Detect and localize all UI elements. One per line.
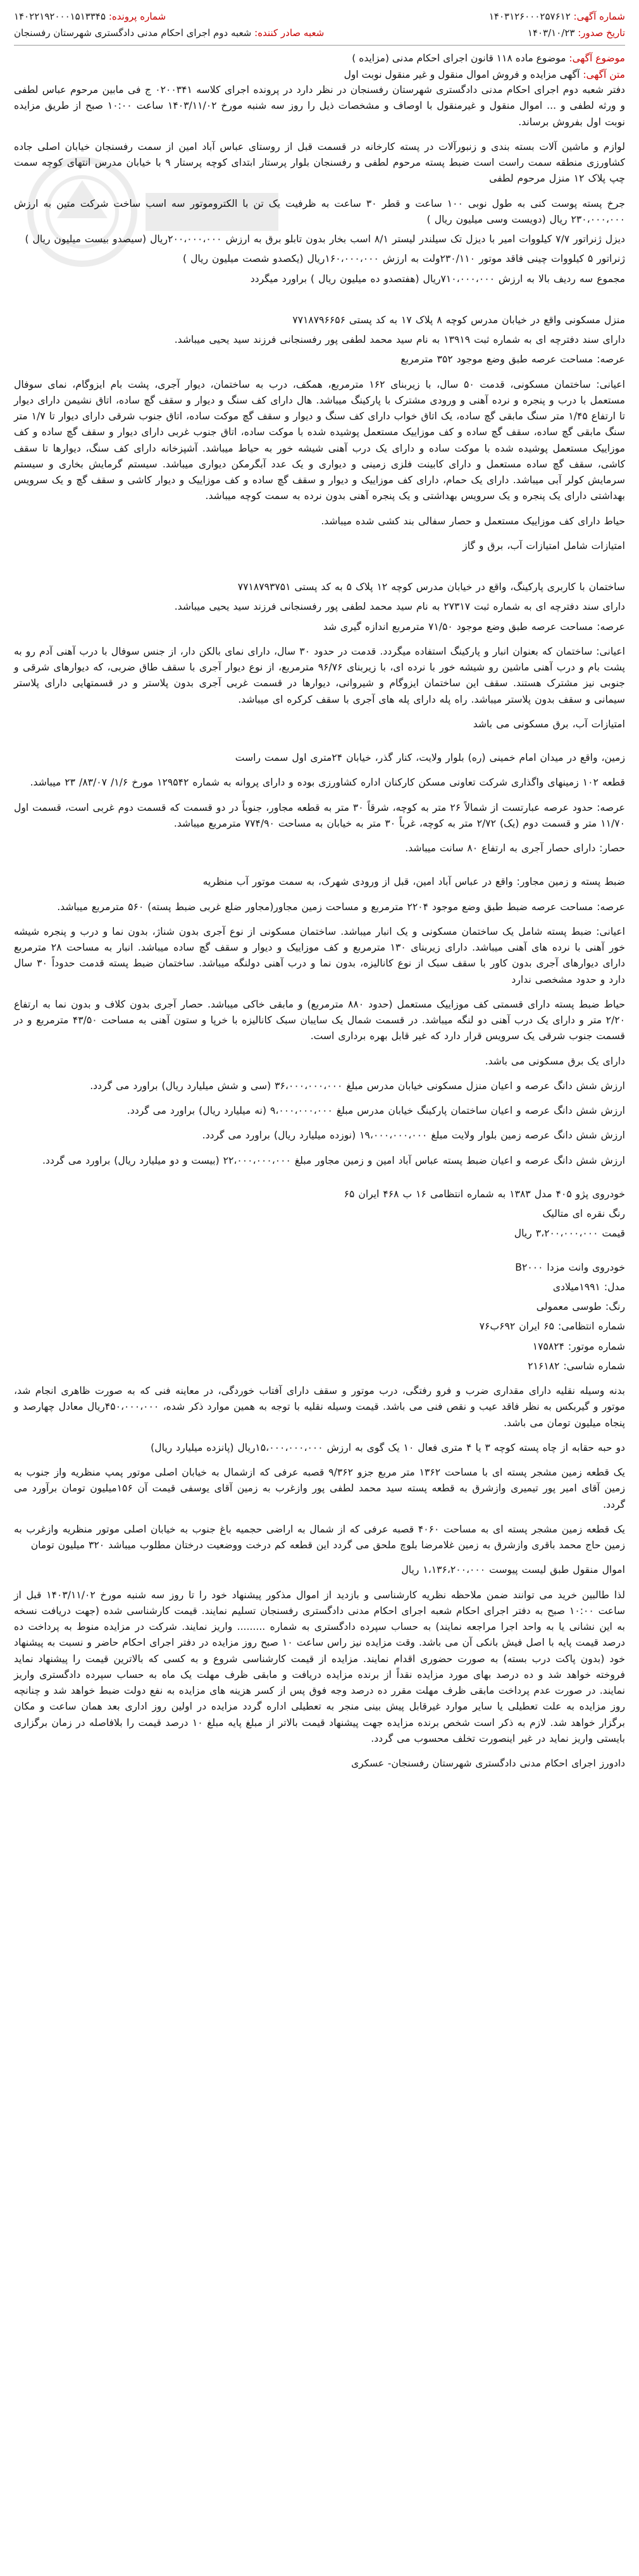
- issue-date: تاریخ صدور: ۱۴۰۳/۱۰/۲۳: [527, 27, 625, 39]
- car-peugeot-price: قیمت ۳،۲۰۰،۰۰۰،۰۰۰ ریال: [514, 1228, 625, 1240]
- land-boundaries: عرصه: حدود عرصه عبارتست از شمالاً ۲۶ متر به کوچه، شرقاً ۳۰ متر به قطعه مجاور، جنوباً در دو قسمت که قسمت دوم غربی است، قسمت اول ۱۱/۷۰ متر و قسمت دوم (یک) ۲/۷۲ متر به کوچه، غرباً ۳۰ متر به خیابان به مساحت ۷۷۴/۹۰ مترمربع میباشد.: [14, 801, 625, 829]
- orchard-buildings: اعیانی: ضبط پسته شامل یک ساختمان مسکونی و یک انبار میباشد. ساختمان مسکونی از نوع آجری بدون شناژ، بدون نما و درب و پنجره شیشه خور آهنی با نرده های آهنی میباشد. دارای زیربنای ۱۳۰ مترمربع و کف موزاییک و دیوار و سقف گچ ساده میباشد. انبار به مساحت ۲۸ مترمربع دارای دیوارهای آجری بدون کاور با سقف سبک از نوع کانالیزه، بدون نما و درب آهنی دولنگه میباشد. ساختمان ضبط پسته قدمت حدوداً ۳۰ سال دارد و حدود مشخصی ندارد: [14, 925, 626, 985]
- land-permit: قطعه ۱۰۲ زمینهای واگذاری شرکت تعاونی مسکن کارکنان اداره کشاورزی بوده و دارای پروانه به شماره ۱۲۹۵۴۲ مورخ ۱/۶/ ۸۳/۰۷/ ۲۳ میباشد.: [30, 777, 625, 789]
- movables-total: اموال منقول طبق لیست پیوست ۱،۱۳۶،۲۰۰،۰۰۰ ریال: [401, 1564, 625, 1576]
- orchard-title: ضبط پسته و زمین مجاور: واقع در عباس آباد امین، قبل از ورودی شهرک، به سمت موتور آب منظریه: [202, 876, 625, 888]
- car-mazda-title: خودروی وانت مزدا B۲۰۰۰: [515, 1261, 625, 1273]
- car-mazda-model: مدل: ۱۹۹۱میلادی: [552, 1281, 625, 1293]
- issuing-branch: شعبه صادر کننده: شعبه دوم اجرای احکام مدنی دادگستری شهرستان رفسنجان: [14, 27, 325, 39]
- parking-description: اعیانی: ساختمان که بعنوان انبار و پارکینگ استفاده میگردد. قدمت در حدود ۳۰ سال، دارای نمای بالکن دار، از جنس سوفال با درب آهنی آدم رو به پشت بام و درب آهنی ماشین رو شیشه خور با نرده ای، با زیربنای ۹۶/۷۶ مترمربع، از نوع دیوار آجری با سقف طاق ضربی، که دیوارهای شرقی و جنوبی نیز مشترک هستند. سقف این ساختمان ایزوگام و شیروانی، دیوارها در قسمت غربی آجری بدون پلاستر و در قسمتهایی دارای پلاستر سیمانی و سقف بدون پلاستر میباشد. راه پله دارای پله های آجری با سقف کرکره ای میباشد.: [14, 645, 625, 705]
- valuation-orchard: ارزش شش دانگ عرصه و اعیان ضبط پسته عباس آباد امین و زمین مجاور مبلغ ۲۲،۰۰۰،۰۰۰،۰۰۰ (بیست و دو میلیارد ریال) براورد می گردد.: [42, 1154, 625, 1166]
- house-deed: دارای سند دفترچه ای به شماره ثبت ۱۳۹۱۹ به نام سید محمد لطفی پور رفسنجانی فرزند سید یحیی میباشد.: [174, 334, 625, 345]
- equipment-total: مجموع سه ردیف بالا به ارزش ۷۱۰،۰۰۰،۰۰۰ریال (هفتصدو ده میلیون ریال ) براورد میگردد: [250, 273, 625, 285]
- orchard-utilities: دارای یک برق مسکونی می باشد.: [485, 1055, 625, 1067]
- house-title: منزل مسکونی واقع در خیابان مدرس کوچه ۸ پلاک ۱۷ به کد پستی ۷۷۱۸۷۹۶۶۵۶: [292, 314, 625, 326]
- pistachio-land-2: یک قطعه زمین مشجر پسته ای به مساحت ۴۰۶۰ قصبه عرفی که از شمال به اراضی حجمیه باغ جنوب به خیابان اصلی موتور منظریه وازغرب به زمین حاج محمد باقری وازشرق به زمین غلامرضا بلوچ ملحق می گردد این قطعه کم درخت ووضعیت درختان مطلوب میباشد ۳۲۰ میلیون تومان: [14, 1523, 626, 1551]
- house-yard: حیاط دارای کف موزاییک مستعمل و حصار سفالی بند کشی شده میباشد.: [321, 515, 625, 527]
- pistachio-land-1: یک قطعه زمین مشجر پسته ای با مساحت ۱۳۶۲ متر مربع جزو ۹/۳۶۲ قصبه عرفی که ازشمال به خیابان اصلی موتور پمپ منظریه واز جنوب به زمین آقای امیر پور تیمیری وازشرق به قطعه پسته سید محمد لطفی پور وازغرب به زمین آقای یوسفی قیمت آن ۱۵۶میلیون تومان برآورد می گردد.: [14, 1467, 625, 1510]
- parking-deed: دارای سند دفترچه ای به شماره ثبت ۲۷۳۱۷ به نام سید محمد لطفی پور رفسنجانی فرزند سید یحیی میباشد.: [174, 601, 625, 613]
- notice-subject: موضوع آگهی: موضوع ماده ۱۱۸ قانون اجرای احکام مدنی (مزایده ): [352, 52, 625, 64]
- orchard-area: عرصه: مساحت عرصه ضبط طبق وضع موجود ۲۲۰۴ مترمربع و مساحت زمین مجاور(مجاور ضلع غربی ضبط پسته) ۵۶۰ مترمربع میباشد.: [57, 901, 625, 913]
- house-description: اعیانی: ساختمان مسکونی، قدمت ۵۰ سال، با زیربنای ۱۶۲ مترمربع، همکف، درب به ساختمان، دیوار آجری، پشت بام ایزوگام، نمای سوفال مستعمل با درب و پنجره و نرده آهنی و ورودی مشترک با پارکینگ میباشد. هال دارای کف سنگ و دیوار و سقف گچ ساده، اتاق نشیمن دارای دیوار تا ارتفاع ۱/۴۵ متر سنگ مابقی گچ ساده، یک اتاق خواب دارای کف سنگ و دیوار و سقف گچ موکت ساده، اتاق جنوب شرقی دارای دیوار تا ۱/۷ متر سنگ مابقی گچ ساده، سقف گچ ساده و کف موزاییک مستعمل پوشیده شده با موکت ساده، اتاق جنوب غربی دارای دیوار و سقف گچ ساده و کف موزاییک مستعمل پوشیده شده با موکت ساده و دارای یک درب آهنی شیشه خور به حیاط میباشد. آشپزخانه دارای کف سنگ، دیوارها تا سقف کاشی، سقف گچ ساده مستعمل و دارای کابینت فلزی زمینی و دیواری و یک عدد آبگرمکن دیواری میباشد. سیستم گرمایش بخاری و سیستم سرمایش کولر آبی میباشد. دارای یک حمام، دارای کف موزاییک و دیوار و سقف گچ ساده و کف موزاییک و دیوار کاشی و سقف گچ و یک سرویس بهداشتی دارای یک پنجره و یک سرویس بهداشتی و یک پنجره آهنی بدون نرده به سمت کوچه میباشد.: [14, 378, 625, 502]
- equipment-location: لوازم و ماشین آلات بسته بندی و زنبورآلات در پسته کارخانه در قسمت قبل از روستای عباس آباد امین از سمت رفسنجان خیابان اصلی جاده کشاورزی منطقه سمت راست است ضبط پسته مرحوم لطفی و رفسنجان بلوار پرستار ابتدای کوچه پرستار ۹ با خیابان مدرس انتهای کوچه سمت چپ پلاک ۱۲ منزل مرحوم لطفی: [14, 140, 625, 185]
- parking-title: ساختمان با کاربری پارکینگ، واقع در خیابان مدرس کوچه ۱۲ پلاک ۵ به کد پستی ۷۷۱۸۷۹۳۷۵۱: [237, 581, 625, 593]
- car-mazda-plate: شماره انتظامی: ۶۵ ایران ۶۹۲ب۷۶: [479, 1321, 625, 1333]
- valuation-parking: ارزش شش دانگ عرصه و اعیان ساختمان پارکینگ خیابان مدرس مبلغ ۹،۰۰۰،۰۰۰،۰۰۰ (نه میلیارد ریال) براورد می گردد.: [127, 1105, 625, 1116]
- equipment-item: جرخ پسته پوست کنی به طول نوبی ۱۰۰ ساعت و قطر ۳۰ ساعت به ظرفیت یک تن با الکتروموتور سه اسب ساخت شرکت متین به ارزش ۲۳۰،۰۰۰،۰۰۰ ریال (دویست وسی میلیون ریال ): [14, 197, 625, 225]
- header-divider: [14, 45, 625, 46]
- notice-body: [14, 82, 625, 1772]
- intro-paragraph: دفتر شعبه دوم اجرای احکام مدنی دادگستری شهرستان رفسنجان در نظر دارد در پرونده اجرای کلاسه ۰۲۰۰۳۴۱ ج فی مابین مرحوم عباس لطفی و ورثه لطفی و ... اموال منقول و غیرمنقول با اوصاف و مشخصات ذیل را روز سه شنبه مورخ ۱۴۰۳/۱۱/۰۲ ساعت ۱۰:۰۰ صبح از طریق مزایده نوبت اول بفروش برساند.: [14, 84, 625, 128]
- valuation-house: ارزش شش دانگ عرصه و اعیان منزل مسکونی خیابان مدرس مبلغ ۳۶،۰۰۰،۰۰۰،۰۰۰ (سی و شش میلیارد ریال) براورد می گردد.: [90, 1080, 625, 1092]
- land-fence: حصار: دارای حصار آجری به ارتفاع ۸۰ سانت میباشد.: [405, 842, 625, 854]
- car-mazda-description: بدنه وسیله نقلیه دارای مقداری ضرب و فرو رفتگی، درب موتور و سقف دارای آفتاب خوردگی، در معاینه فنی که به صورت ظاهری انجام شد، موتور و گیربکس به نظر فاقد عیب و نقص فنی می باشد. قیمت وسیله نقلیه با توجه به همین موارد ذکر شده، ۴۵۰،۰۰۰،۰۰۰ریال معادل چهارصد و پنجاه میلیون تومان می باشد.: [14, 1385, 625, 1429]
- case-number: شماره پرونده: ۱۴۰۲۲۱۹۲۰۰۰۱۵۱۳۳۴۵: [14, 11, 166, 22]
- house-area: عرصه: مساحت عرصه طبق وضع موجود ۳۵۲ مترمربع: [400, 354, 625, 366]
- orchard-yard: حیاط ضبط پسته دارای قسمتی کف موزاییک مستعمل (حدود ۸۸۰ مترمربع) و مابقی خاکی میباشد. حصار آجری بدون کلاف و بدون نما به ارتفاع ۲/۲۰ متر و دارای یک درب آهنی دو لنگه میباشد. در قسمت شمال یک سایبان سبک کانالیزه با خرپا و ستون آهنی به مساحت ۴۳/۵۰ مترمربع و در قسمت جنوب شرقی یک سرویس قرار دارد که غیر قابل بهره برداری است.: [14, 998, 625, 1042]
- water-share: دو حبه حقابه از چاه پسته کوچه ۳ یا ۴ متری فعال ۱۰ یک گوی به ارزش ۱۵،۰۰۰،۰۰۰،۰۰۰ریال (پانزده میلیارد ریال): [151, 1441, 625, 1453]
- header-row-1: [14, 9, 625, 25]
- car-mazda-color: رنگ: طوسی معمولی: [536, 1301, 625, 1312]
- notice-header: [14, 9, 625, 81]
- equipment-item: ژنراتور ۵ کیلووات چینی فاقد موتور ۲۳۰/۱۱۰ولت به ارزش ۱۶۰،۰۰۰،۰۰۰ریال (یکصدو شصت میلیون ریال ): [183, 253, 625, 265]
- car-peugeot-title: خودروی پژو ۴۰۵ مدل ۱۳۸۳ به شماره انتظامی ۱۶ ب ۴۶۸ ایران ۶۵: [344, 1188, 625, 1200]
- equipment-item: دیزل ژنراتور ۷/۷ کیلووات امیر با دیزل تک سیلندر لیستر ۸/۱ اسب بخار بدون تابلو برق به ارزش ۲۰۰،۰۰۰،۰۰۰ریال (سیصدو بیست میلیون ریال ): [25, 233, 625, 245]
- signature-line: دادورز اجرای احکام مدنی دادگستری شهرستان رفسنجان- عسکری: [351, 1758, 625, 1769]
- valuation-land: ارزش شش دانگ عرصه زمین بلوار ولایت مبلغ ۱۹،۰۰۰،۰۰۰،۰۰۰ (نوزده میلیارد ریال) براورد می گردد.: [202, 1130, 625, 1142]
- house-utilities: امتیازات شامل امتیازات آب، برق و گاز: [462, 539, 625, 552]
- car-mazda-engine: شماره موتور: ۱۷۵۸۲۴: [532, 1340, 625, 1352]
- parking-area: عرصه: مساحت عرصه طبق وضع موجود ۷۱/۵۰ مترمربع اندازه گیری شد: [323, 620, 625, 632]
- header-row-2: [14, 25, 625, 42]
- parking-utilities: امتیازات آب، برق مسکونی می باشد: [473, 718, 625, 730]
- car-mazda-chassis: شماره شاسی: ۲۱۶۱۸۲: [528, 1360, 625, 1372]
- auction-terms: لذا طالبین خرید می توانند ضمن ملاحظه نظریه کارشناسی و بازدید از اموال مذکور پیشنهاد خود را تا روز سه شنبه مورخ ۱۴۰۳/۱۱/۰۲ قبل از ساعت ۱۰:۰۰ صبح به دفتر اجرای احکام شعبه اجرای احکام مدنی دادگستری رفسنجان تسلیم نمایند. قیمت کارشناسی شده (جهت دریافت نسخه به این نشانی یا به واحد اجرا مراجعه نمایند) به حساب سپرده دادگستری به شماره ......... واریز نمایند. شرکت در مزایده منوط به پرداخت ده درصد قیمت پایه با اصل فیش بانکی آن می باشد. وقت مزایده نیز راس ساعت ۱۰ صبح روز مزایده در دفتر اجرای احکام حاضر و نسبت به پیشنهاد خود (بدون پاکت درب بسته) به صورت حضوری اقدام نمایند. مزایده از قیمت کارشناسی شروع و به کسی که بالاترین قیمت را پیشنهاد نماید فروخته خواهد شد و ده درصد بهای مورد مزایده نقداً از برنده مزایده دریافت و مابقی ظرف مهلت یک ماه به حساب سپرده دادگستری واریز نمایند. در صورت عدم پرداخت مابقی ظرف مهلت مقرر ده درصد وجه فوق پس از کسر هزینه های مزایده به نفع دولت ضبط خواهد شد و چنانچه روز مزایده به علت تعطیلی یا سایر موارد غیرقابل پیش بینی منجر به تعطیلی اداره گردد مزایده در اولین روز اداری بعد همان ساعت و مکان برگزار خواهد شد. لازم به ذکر است شخص برنده مزایده جهت پیشنهاد قیمت بالاتر از مبلغ پایه مبلغ ۱۰ درصد قیمت را بلافاصله در زمان برگزاری بایستی واریز نماید در غیر اینصورت تخلف محسوب می گردد.: [14, 1589, 626, 1744]
- notice-number: شماره آگهی: ۱۴۰۳۱۲۶۰۰۰۲۵۷۶۱۲: [488, 11, 625, 22]
- car-peugeot-color: رنگ نقره ای متالیک: [542, 1208, 625, 1219]
- land-title: زمین، واقع در میدان امام خمینی (ره) بلوار ولایت، کنار گذر، خیابان ۲۴متری اول سمت راست: [235, 752, 625, 763]
- notice-text-title: متن آگهی: آگهی مزایده و فروش اموال منقول و غیر منقول نوبت اول: [344, 69, 625, 81]
